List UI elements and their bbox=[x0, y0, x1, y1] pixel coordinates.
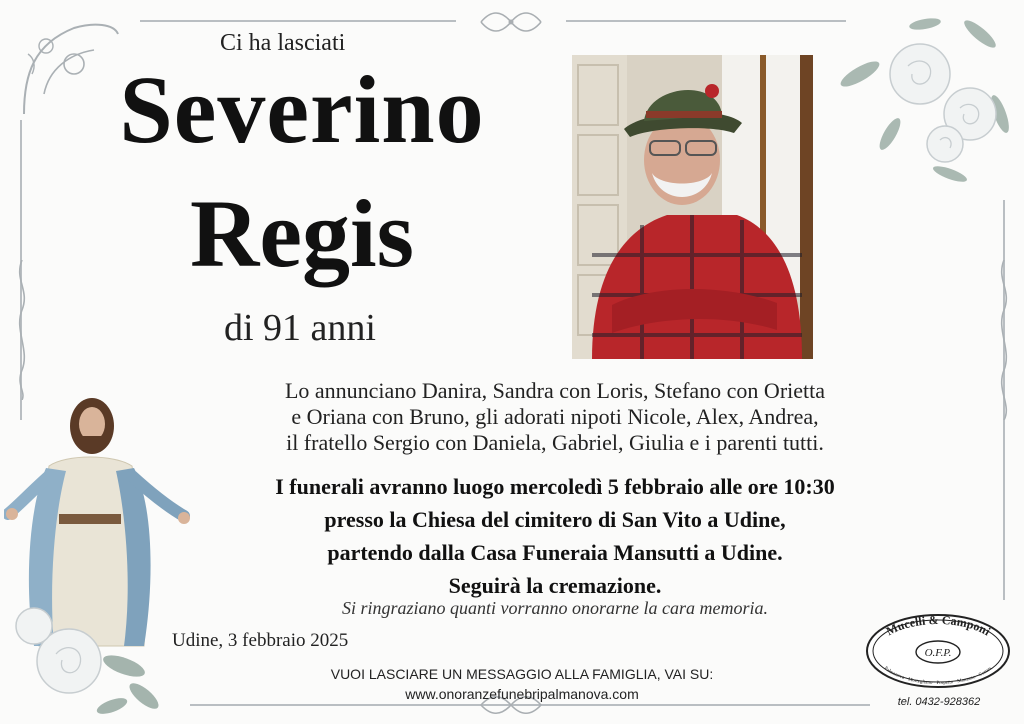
funeral-line: presso la Chiesa del cimitero di San Vito a Udine, bbox=[324, 507, 786, 532]
place-date: Udine, 3 febbraio 2025 bbox=[172, 630, 349, 651]
agency-name: Mucelli & Camponi bbox=[883, 612, 993, 639]
subtitle: Ci ha lasciati bbox=[220, 30, 346, 56]
frame-top-right-line bbox=[566, 20, 846, 22]
agency-phone: tel. 0432-928362 bbox=[897, 696, 981, 708]
deceased-age: di 91 anni bbox=[224, 307, 376, 349]
message-prompt: VUOI LASCIARE UN MESSAGGIO ALLA FAMIGLIA, VAI SU: bbox=[330, 666, 714, 682]
jesus-figure-icon bbox=[4, 396, 194, 722]
announcement-line: il fratello Sergio con Daniela, Gabriel, Giulia e i parenti tutti. bbox=[286, 430, 824, 455]
website-link[interactable]: www.onoranzefunebripalmanova.com bbox=[405, 686, 639, 702]
top-center-ornament-icon bbox=[476, 8, 546, 36]
announcement-line: e Oriana con Bruno, gli adorati nipoti Nicole, Alex, Andrea, bbox=[291, 404, 819, 429]
funeral-line: partendo dalla Casa Funeraia Mansutti a Udine. bbox=[327, 540, 783, 565]
funeral-line: Seguirà la cremazione. bbox=[448, 573, 662, 598]
agency-logo bbox=[864, 612, 1012, 690]
portrait-photo bbox=[572, 55, 813, 359]
message-block bbox=[300, 664, 744, 704]
left-side-ornament-icon bbox=[12, 260, 32, 400]
funeral-details bbox=[190, 470, 920, 602]
white-roses-icon bbox=[830, 4, 1020, 204]
announcement-line: Lo annunciano Danira, Sandra con Loris, Stefano con Orietta bbox=[284, 378, 826, 403]
agency-towns: Palmanova · Mortegliano · Porpetto · Manzano · Gonars bbox=[882, 666, 994, 687]
frame-top-left-line bbox=[140, 20, 456, 22]
deceased-last-name: Regis bbox=[190, 180, 414, 287]
announcement-text bbox=[190, 378, 920, 456]
thanks-line: Si ringraziano quanti vorranno onorarne la cara memoria. bbox=[341, 598, 768, 618]
agency-initials: O.F.P. bbox=[924, 647, 952, 659]
deceased-first-name: Severino bbox=[119, 56, 485, 163]
funeral-line: I funerali avranno luogo mercoledì 5 febbraio alle ore 10:30 bbox=[275, 474, 835, 499]
right-side-ornament-icon bbox=[994, 260, 1014, 420]
